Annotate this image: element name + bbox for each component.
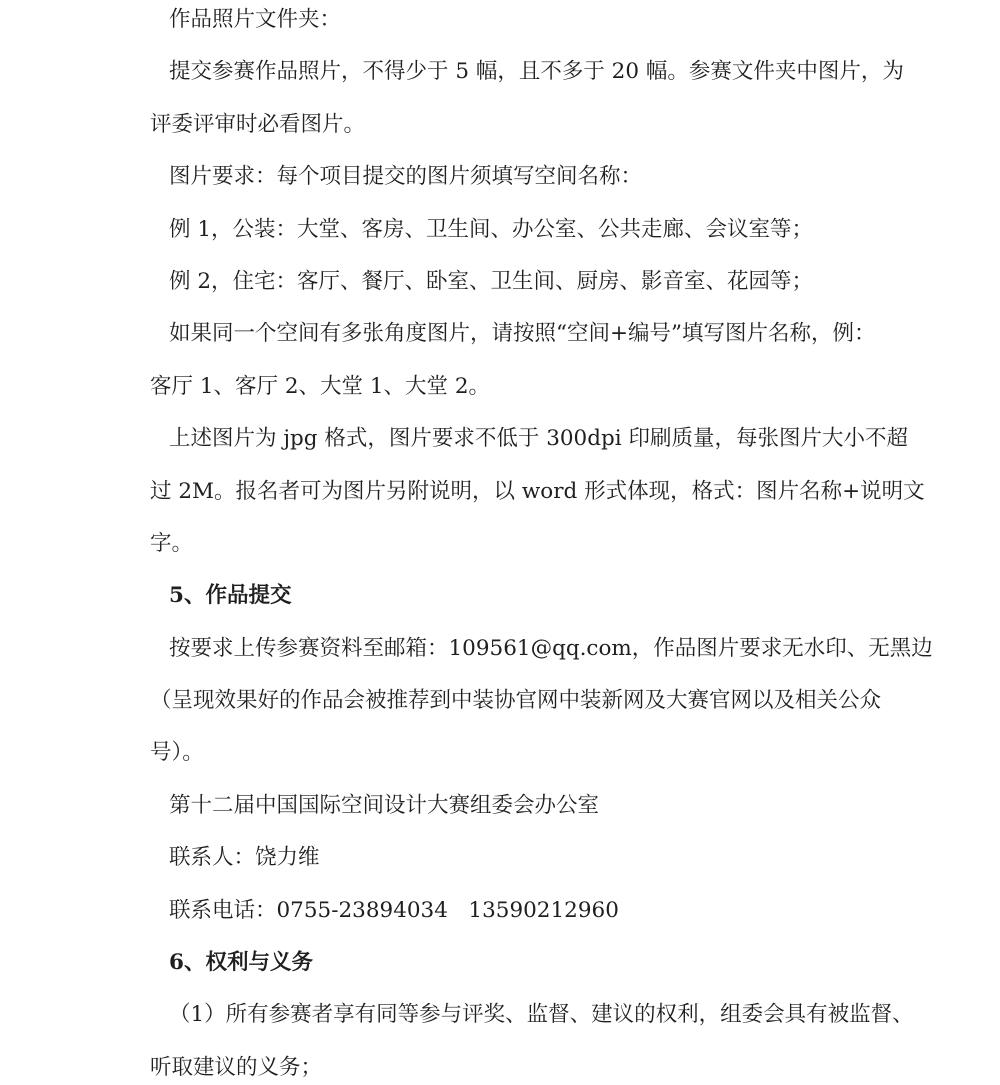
doc-line-rights-item-1-cont: 听取建议的义务； xyxy=(150,1054,323,1080)
doc-line-photo-folder-label: 作品照片文件夹： xyxy=(169,7,342,32)
doc-line-email-submission-cont2: 号）。 xyxy=(150,740,204,766)
doc-line-format-rule-cont2: 字。 xyxy=(150,530,194,556)
document-text-block xyxy=(150,0,933,1085)
doc-line-photo-count-rule-cont: 评委评审时必看图片。 xyxy=(150,111,366,137)
doc-line-example-1-public: 例 1，公装：大堂、客房、卫生间、办公室、公共走廊、会议室等； xyxy=(169,216,814,242)
doc-line-rights-item-1: （1）所有参赛者享有同等参与评奖、监督、建议的权利，组委会具有被监督、 xyxy=(169,1002,914,1028)
doc-line-email-submission-cont1: （呈现效果好的作品会被推荐到中装协官网中装新网及大赛官网以及相关公众 xyxy=(150,688,882,714)
heading-section-6-rights: 6、权利与义务 xyxy=(169,950,313,976)
doc-line-format-rule-cont1: 过 2M。报名者可为图片另附说明，以 word 形式体现，格式：图片名称+说明文 xyxy=(150,478,925,504)
doc-line-email-submission: 按要求上传参赛资料至邮箱：109561@qq.com，作品图片要求无水印、无黑边 xyxy=(169,635,933,661)
doc-line-organizer-office: 第十二届中国国际空间设计大赛组委会办公室 xyxy=(169,792,600,818)
doc-line-image-requirement: 图片要求：每个项目提交的图片须填写空间名称： xyxy=(169,164,643,190)
doc-line-contact-person: 联系人：饶力维 xyxy=(169,845,320,871)
doc-line-naming-rule: 如果同一个空间有多张角度图片，请按照“空间+编号”填写图片名称，例： xyxy=(169,321,876,347)
doc-line-example-2-residential: 例 2，住宅：客厅、餐厅、卧室、卫生间、厨房、影音室、花园等； xyxy=(169,268,814,294)
heading-section-5-submission: 5、作品提交 xyxy=(169,583,292,609)
doc-line-format-rule: 上述图片为 jpg 格式，图片要求不低于 300dpi 印刷质量，每张图片大小不超 xyxy=(169,426,908,452)
doc-line-contact-phone: 联系电话：0755-23894034 13590212960 xyxy=(169,897,619,923)
doc-line-naming-rule-cont: 客厅 1、客厅 2、大堂 1、大堂 2。 xyxy=(150,373,491,399)
doc-line-photo-count-rule: 提交参赛作品照片，不得少于 5 幅，且不多于 20 幅。参赛文件夹中图片，为 xyxy=(169,59,904,85)
